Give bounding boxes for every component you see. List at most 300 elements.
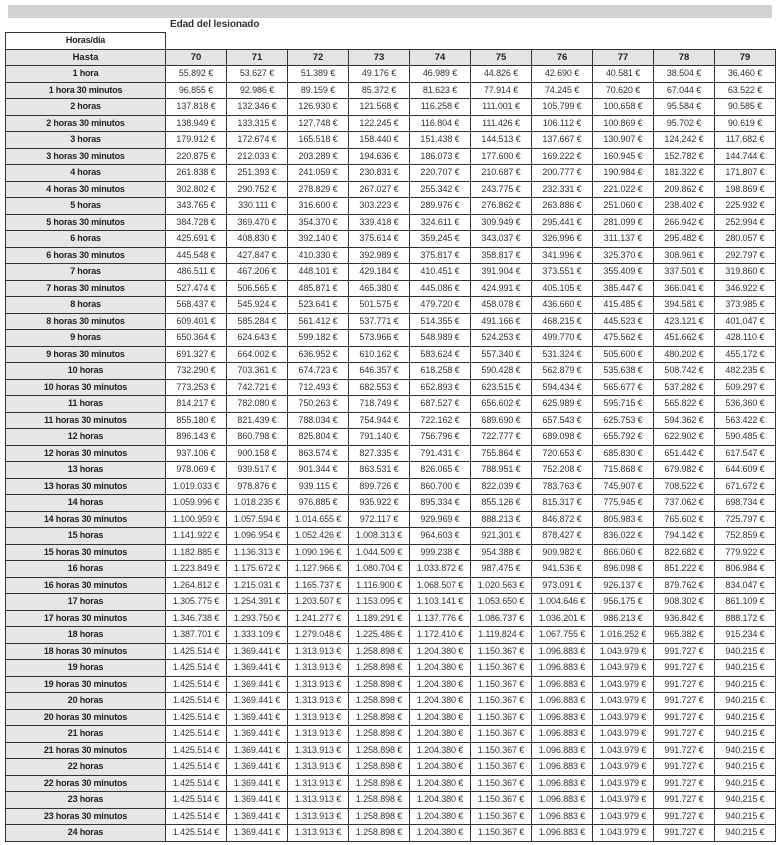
amount-cell: 573.966 € (349, 330, 410, 347)
amount-cell: 657.543 € (532, 412, 593, 429)
amount-cell: 311.137 € (593, 231, 654, 248)
amount-cell: 939.115 € (288, 478, 349, 495)
table-row (6, 396, 776, 413)
amount-cell: 1.086.737 € (471, 610, 532, 627)
amount-cell: 241.059 € (288, 165, 349, 182)
amount-cell: 221.022 € (593, 181, 654, 198)
amount-cell: 834.047 € (715, 577, 776, 594)
row-label: 13 horas (6, 462, 166, 479)
amount-cell: 1.018.235 € (227, 495, 288, 512)
amount-cell: 888.172 € (715, 610, 776, 627)
table-row (6, 363, 776, 380)
amount-cell: 346.922 € (715, 280, 776, 297)
row-label: 15 horas 30 minutos (6, 544, 166, 561)
amount-cell: 100.869 € (593, 115, 654, 132)
amount-cell: 1.189.291 € (349, 610, 410, 627)
amount-cell: 1.369.441 € (227, 676, 288, 693)
amount-cell: 358.817 € (471, 247, 532, 264)
amount-cell: 524.253 € (471, 330, 532, 347)
row-label: 7 horas (6, 264, 166, 281)
amount-cell: 1.141.922 € (166, 528, 227, 545)
amount-cell: 708.522 € (654, 478, 715, 495)
amount-cell: 855.126 € (471, 495, 532, 512)
row-label: 21 horas (6, 726, 166, 743)
amount-cell: 568.437 € (166, 297, 227, 314)
amount-cell: 703.361 € (227, 363, 288, 380)
amount-cell: 636.952 € (288, 346, 349, 363)
amount-cell: 491.166 € (471, 313, 532, 330)
amount-cell: 209.862 € (654, 181, 715, 198)
table-row (6, 561, 776, 578)
amount-cell: 936.842 € (654, 610, 715, 627)
amount-cell: 527.474 € (166, 280, 227, 297)
amount-cell: 355.409 € (593, 264, 654, 281)
amount-cell: 392.140 € (288, 231, 349, 248)
amount-cell: 651.442 € (654, 445, 715, 462)
amount-cell: 295.441 € (532, 214, 593, 231)
table-row (6, 726, 776, 743)
amount-cell: 725.797 € (715, 511, 776, 528)
amount-cell: 309.949 € (471, 214, 532, 231)
amount-cell: 144.513 € (471, 132, 532, 149)
amount-cell: 49.176 € (349, 66, 410, 83)
amount-cell: 537.282 € (654, 379, 715, 396)
table-row (6, 198, 776, 215)
amount-cell: 281.099 € (593, 214, 654, 231)
amount-cell: 181.322 € (654, 165, 715, 182)
row-label: 3 horas 30 minutos (6, 148, 166, 165)
amount-cell: 722.777 € (471, 429, 532, 446)
amount-cell: 230.831 € (349, 165, 410, 182)
amount-cell: 610.162 € (349, 346, 410, 363)
amount-cell: 826.065 € (410, 462, 471, 479)
amount-cell: 1.369.441 € (227, 693, 288, 710)
amount-cell: 132.346 € (227, 99, 288, 116)
amount-cell: 117.682 € (715, 132, 776, 149)
header-age-78: 78 (654, 49, 715, 66)
amount-cell: 111.426 € (471, 115, 532, 132)
amount-cell: 200.777 € (532, 165, 593, 182)
row-label: 15 horas (6, 528, 166, 545)
amount-cell: 855.180 € (166, 412, 227, 429)
amount-cell: 940.215 € (715, 660, 776, 677)
amount-cell: 1.369.441 € (227, 726, 288, 743)
amount-cell: 1.172.410 € (410, 627, 471, 644)
amount-cell: 1.008.313 € (349, 528, 410, 545)
table-row (6, 264, 776, 281)
amount-cell: 978.876 € (227, 478, 288, 495)
table-row (6, 165, 776, 182)
amount-cell: 965.382 € (654, 627, 715, 644)
table-row (6, 610, 776, 627)
amount-cell: 863.574 € (288, 445, 349, 462)
amount-cell: 1.053.650 € (471, 594, 532, 611)
amount-cell: 251.393 € (227, 165, 288, 182)
table-row (6, 346, 776, 363)
amount-cell: 44.826 € (471, 66, 532, 83)
amount-cell: 754.944 € (349, 412, 410, 429)
amount-cell: 451.662 € (654, 330, 715, 347)
amount-cell: 664.002 € (227, 346, 288, 363)
amount-cell: 89.159 € (288, 82, 349, 99)
amount-cell: 1.043.979 € (593, 775, 654, 792)
amount-cell: 1.258.898 € (349, 775, 410, 792)
amount-cell: 806.984 € (715, 561, 776, 578)
amount-cell: 121.568 € (349, 99, 410, 116)
row-label: 14 horas (6, 495, 166, 512)
amount-cell: 63.522 € (715, 82, 776, 99)
amount-cell: 514.355 € (410, 313, 471, 330)
amount-cell: 531.324 € (532, 346, 593, 363)
amount-cell: 172.674 € (227, 132, 288, 149)
amount-cell: 278.829 € (288, 181, 349, 198)
amount-cell: 55.892 € (166, 66, 227, 83)
amount-cell: 85.372 € (349, 82, 410, 99)
amount-cell: 791.140 € (349, 429, 410, 446)
amount-cell: 1.182.885 € (166, 544, 227, 561)
table-row (6, 792, 776, 809)
amount-cell: 908.302 € (654, 594, 715, 611)
amount-cell: 480.202 € (654, 346, 715, 363)
row-label: 8 horas (6, 297, 166, 314)
amount-cell: 100.658 € (593, 99, 654, 116)
amount-cell: 939.517 € (227, 462, 288, 479)
table-row (6, 280, 776, 297)
amount-cell: 671.672 € (715, 478, 776, 495)
amount-cell: 436.660 € (532, 297, 593, 314)
amount-cell: 822.682 € (654, 544, 715, 561)
amount-cell: 465.380 € (349, 280, 410, 297)
amount-cell: 445.548 € (166, 247, 227, 264)
amount-cell: 1.369.441 € (227, 792, 288, 809)
top-gray-bar (8, 5, 772, 18)
amount-cell: 583.624 € (410, 346, 471, 363)
amount-cell: 888.213 € (471, 511, 532, 528)
amount-cell: 656.602 € (471, 396, 532, 413)
amount-cell: 861.109 € (715, 594, 776, 611)
header-age-71: 71 (227, 49, 288, 66)
amount-cell: 940.215 € (715, 726, 776, 743)
amount-cell: 940.215 € (715, 775, 776, 792)
amount-cell: 506.565 € (227, 280, 288, 297)
amount-cell: 1.204.380 € (410, 643, 471, 660)
amount-cell: 1.204.380 € (410, 693, 471, 710)
amount-cell: 290.752 € (227, 181, 288, 198)
amount-cell: 122.245 € (349, 115, 410, 132)
amount-cell: 561.412 € (288, 313, 349, 330)
amount-cell: 373.551 € (532, 264, 593, 281)
amount-cell: 646.357 € (349, 363, 410, 380)
amount-cell: 1.425.514 € (166, 808, 227, 825)
amount-cell: 878.427 € (532, 528, 593, 545)
header-age-72: 72 (288, 49, 349, 66)
amount-cell: 1.080.704 € (349, 561, 410, 578)
amount-cell: 339.418 € (349, 214, 410, 231)
amount-cell: 1.036.201 € (532, 610, 593, 627)
amount-cell: 860.700 € (410, 478, 471, 495)
amount-cell: 1.425.514 € (166, 742, 227, 759)
row-label: 17 horas 30 minutos (6, 610, 166, 627)
amount-cell: 940.215 € (715, 709, 776, 726)
amount-cell: 1.225.486 € (349, 627, 410, 644)
table-row (6, 775, 776, 792)
amount-cell: 468.215 € (532, 313, 593, 330)
amount-cell: 655.792 € (593, 429, 654, 446)
amount-cell: 445.523 € (593, 313, 654, 330)
header-age-73: 73 (349, 49, 410, 66)
amount-cell: 1.204.380 € (410, 660, 471, 677)
header-age-74: 74 (410, 49, 471, 66)
amount-cell: 324.611 € (410, 214, 471, 231)
amount-cell: 485.871 € (288, 280, 349, 297)
amount-cell: 203.289 € (288, 148, 349, 165)
amount-cell: 623.515 € (471, 379, 532, 396)
amount-cell: 319.860 € (715, 264, 776, 281)
amount-cell: 1.096.883 € (532, 693, 593, 710)
amount-cell: 991.727 € (654, 709, 715, 726)
amount-cell: 1.204.380 € (410, 742, 471, 759)
amount-cell: 1.014.655 € (288, 511, 349, 528)
amount-cell: 263.886 € (532, 198, 593, 215)
amount-cell: 941.536 € (532, 561, 593, 578)
row-label: 3 horas (6, 132, 166, 149)
amount-cell: 137.667 € (532, 132, 593, 149)
amount-cell: 964.603 € (410, 528, 471, 545)
table-row (6, 214, 776, 231)
amount-cell: 779.922 € (715, 544, 776, 561)
amount-cell: 225.932 € (715, 198, 776, 215)
row-label: 5 horas (6, 198, 166, 215)
table-row (6, 313, 776, 330)
amount-cell: 295.482 € (654, 231, 715, 248)
amount-cell: 1.313.913 € (288, 825, 349, 842)
amount-cell: 126.930 € (288, 99, 349, 116)
amount-cell: 625.989 € (532, 396, 593, 413)
amount-cell: 1.313.913 € (288, 792, 349, 809)
row-label: 11 horas 30 minutos (6, 412, 166, 429)
amount-cell: 458.078 € (471, 297, 532, 314)
amount-cell: 815.317 € (532, 495, 593, 512)
amount-cell: 1.254.391 € (227, 594, 288, 611)
amount-cell: 366.041 € (654, 280, 715, 297)
amount-cell: 90.585 € (715, 99, 776, 116)
amount-cell: 1.090.196 € (288, 544, 349, 561)
amount-cell: 1.043.979 € (593, 759, 654, 776)
header-row (6, 49, 776, 66)
amount-cell: 316.600 € (288, 198, 349, 215)
amount-cell: 863.531 € (349, 462, 410, 479)
amount-cell: 1.258.898 € (349, 726, 410, 743)
amount-cell: 70.620 € (593, 82, 654, 99)
amount-cell: 384.728 € (166, 214, 227, 231)
amount-cell: 879.762 € (654, 577, 715, 594)
amount-cell: 940.215 € (715, 792, 776, 809)
amount-cell: 429.184 € (349, 264, 410, 281)
amount-cell: 999.238 € (410, 544, 471, 561)
amount-cell: 1.279.048 € (288, 627, 349, 644)
amount-cell: 650.364 € (166, 330, 227, 347)
amount-cell: 1.150.367 € (471, 693, 532, 710)
amount-cell: 423.121 € (654, 313, 715, 330)
amount-cell: 937.106 € (166, 445, 227, 462)
amount-cell: 991.727 € (654, 808, 715, 825)
row-label: 2 horas (6, 99, 166, 116)
amount-cell: 821.439 € (227, 412, 288, 429)
amount-cell: 1.369.441 € (227, 825, 288, 842)
amount-cell: 1.150.367 € (471, 792, 532, 809)
amount-cell: 475.562 € (593, 330, 654, 347)
amount-cell: 1.119.824 € (471, 627, 532, 644)
amount-cell: 1.175.672 € (227, 561, 288, 578)
amount-cell: 1.258.898 € (349, 693, 410, 710)
amount-cell: 325.370 € (593, 247, 654, 264)
amount-cell: 1.043.979 € (593, 825, 654, 842)
row-label: 21 horas 30 minutos (6, 742, 166, 759)
row-label: 17 horas (6, 594, 166, 611)
row-label: 20 horas 30 minutos (6, 709, 166, 726)
amount-cell: 674.723 € (288, 363, 349, 380)
amount-cell: 138.949 € (166, 115, 227, 132)
row-label: 24 horas (6, 825, 166, 842)
amount-cell: 67.044 € (654, 82, 715, 99)
amount-cell: 1.425.514 € (166, 775, 227, 792)
amount-cell: 479.720 € (410, 297, 471, 314)
amount-cell: 712.493 € (288, 379, 349, 396)
amount-cell: 428.110 € (715, 330, 776, 347)
amount-cell: 1.150.367 € (471, 709, 532, 726)
amount-cell: 954.388 € (471, 544, 532, 561)
table-row (6, 478, 776, 495)
amount-cell: 679.982 € (654, 462, 715, 479)
amount-cell: 96.855 € (166, 82, 227, 99)
amount-cell: 1.241.277 € (288, 610, 349, 627)
amount-cell: 169.222 € (532, 148, 593, 165)
amount-cell: 1.150.367 € (471, 643, 532, 660)
table-row (6, 528, 776, 545)
amount-cell: 846.872 € (532, 511, 593, 528)
table-row (6, 297, 776, 314)
amount-cell: 276.862 € (471, 198, 532, 215)
amount-cell: 106.112 € (532, 115, 593, 132)
amount-cell: 165.518 € (288, 132, 349, 149)
amount-cell: 1.258.898 € (349, 759, 410, 776)
amount-cell: 267.027 € (349, 181, 410, 198)
amount-cell: 392.989 € (349, 247, 410, 264)
amount-cell: 373.985 € (715, 297, 776, 314)
amount-cell: 691.327 € (166, 346, 227, 363)
amount-cell: 991.727 € (654, 693, 715, 710)
amount-cell: 935.922 € (349, 495, 410, 512)
amount-cell: 1.313.913 € (288, 726, 349, 743)
row-label: 4 horas (6, 165, 166, 182)
amount-cell: 337.501 € (654, 264, 715, 281)
amount-cell: 1.150.367 € (471, 660, 532, 677)
amount-cell: 1.369.441 € (227, 808, 288, 825)
amount-cell: 822.039 € (471, 478, 532, 495)
amount-cell: 899.726 € (349, 478, 410, 495)
amount-cell: 1.043.979 € (593, 742, 654, 759)
table-row (6, 495, 776, 512)
table-row (6, 115, 776, 132)
amount-cell: 1.136.313 € (227, 544, 288, 561)
table-row (6, 132, 776, 149)
amount-cell: 991.727 € (654, 775, 715, 792)
amount-cell: 750.263 € (288, 396, 349, 413)
row-label: 9 horas (6, 330, 166, 347)
table-row (6, 379, 776, 396)
amount-cell: 1.425.514 € (166, 825, 227, 842)
amount-cell: 1.258.898 € (349, 709, 410, 726)
amount-cell: 825.804 € (288, 429, 349, 446)
amount-cell: 1.096.883 € (532, 660, 593, 677)
amount-cell: 940.215 € (715, 676, 776, 693)
amount-cell: 836.022 € (593, 528, 654, 545)
amount-cell: 46.989 € (410, 66, 471, 83)
amount-cell: 1.425.514 € (166, 726, 227, 743)
amount-cell: 1.043.979 € (593, 726, 654, 743)
amount-cell: 1.204.380 € (410, 726, 471, 743)
amount-cell: 1.100.959 € (166, 511, 227, 528)
caption-row (6, 33, 776, 50)
amount-cell: 95.702 € (654, 115, 715, 132)
amount-cell: 745.907 € (593, 478, 654, 495)
amount-cell: 1.116.900 € (349, 577, 410, 594)
amount-cell: 1.258.898 € (349, 742, 410, 759)
amount-cell: 814.217 € (166, 396, 227, 413)
amount-cell: 1.313.913 € (288, 775, 349, 792)
amount-cell: 375.614 € (349, 231, 410, 248)
amount-cell: 1.096.883 € (532, 775, 593, 792)
amount-cell: 171.807 € (715, 165, 776, 182)
header-age-77: 77 (593, 49, 654, 66)
amount-cell: 425.691 € (166, 231, 227, 248)
amount-cell: 1.258.898 € (349, 808, 410, 825)
row-label: 2 horas 30 minutos (6, 115, 166, 132)
amount-cell: 302.802 € (166, 181, 227, 198)
amount-cell: 1.043.979 € (593, 660, 654, 677)
amount-cell: 972.117 € (349, 511, 410, 528)
amount-cell: 1.305.775 € (166, 594, 227, 611)
amount-cell: 1.425.514 € (166, 643, 227, 660)
amount-cell: 921.301 € (471, 528, 532, 545)
amount-cell: 940.215 € (715, 808, 776, 825)
row-label: 1 hora (6, 66, 166, 83)
amount-cell: 198.869 € (715, 181, 776, 198)
amount-cell: 940.215 € (715, 759, 776, 776)
amount-cell: 391.904 € (471, 264, 532, 281)
amount-cell: 252.994 € (715, 214, 776, 231)
amount-cell: 562.879 € (532, 363, 593, 380)
amount-cell: 1.044.509 € (349, 544, 410, 561)
amount-cell: 1.153.095 € (349, 594, 410, 611)
amount-cell: 590.485 € (715, 429, 776, 446)
table-title: Edad del lesionado (170, 19, 260, 30)
amount-cell: 791.431 € (410, 445, 471, 462)
amount-cell: 1.369.441 € (227, 709, 288, 726)
amount-cell: 698.734 € (715, 495, 776, 512)
amount-cell: 1.293.750 € (227, 610, 288, 627)
amount-cell: 652.893 € (410, 379, 471, 396)
amount-cell: 232.331 € (532, 181, 593, 198)
amount-cell: 408.830 € (227, 231, 288, 248)
amount-cell: 765.602 € (654, 511, 715, 528)
amount-cell: 866.060 € (593, 544, 654, 561)
amount-cell: 991.727 € (654, 660, 715, 677)
amount-cell: 1.313.913 € (288, 643, 349, 660)
header-age-75: 75 (471, 49, 532, 66)
table-row (6, 759, 776, 776)
amount-cell: 682.553 € (349, 379, 410, 396)
